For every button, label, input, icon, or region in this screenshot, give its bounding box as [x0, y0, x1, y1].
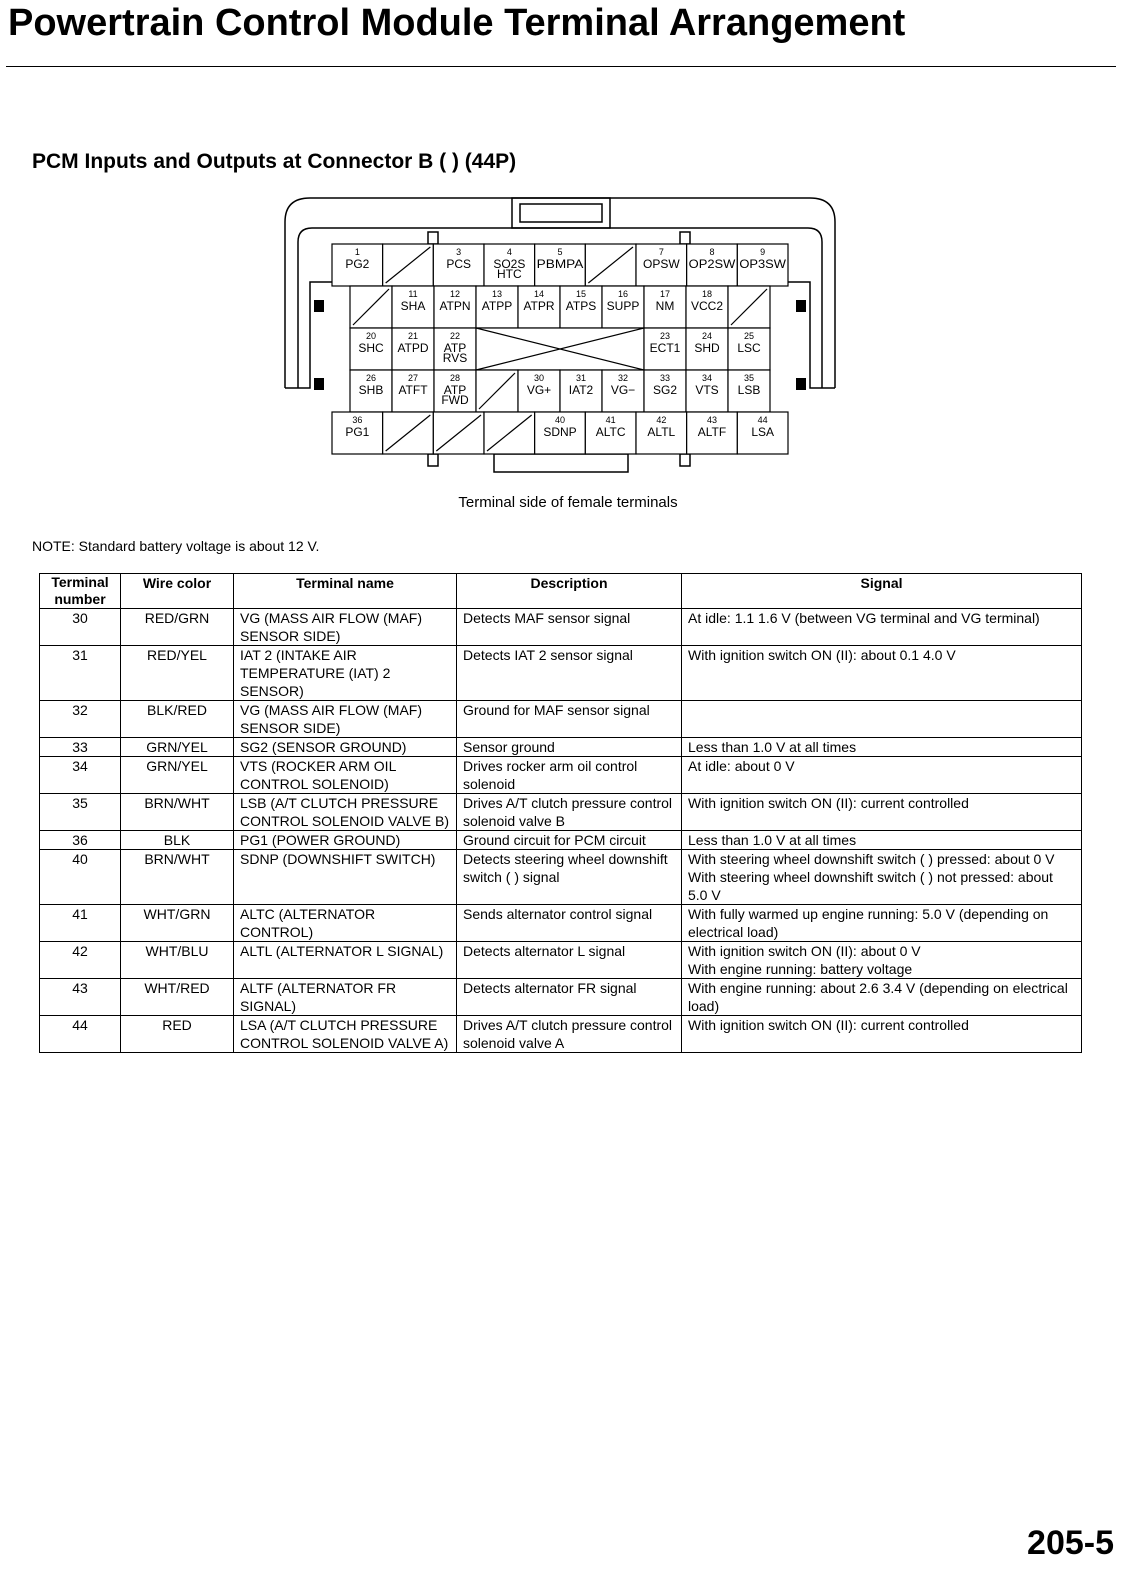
header-signal: Signal [682, 574, 1082, 609]
cell-description-text: Drives A/T clutch pressure control solenoid valve A [463, 1017, 673, 1051]
pin-number: 40 [554, 415, 566, 425]
pin-label: ATPD [397, 341, 429, 355]
connector-left-flange [285, 282, 332, 388]
cell-signal [682, 646, 1082, 701]
cell-terminal-number [40, 794, 121, 831]
cell-wire-color-text: BRN/WHT [144, 851, 210, 867]
section-title: PCM Inputs and Outputs at Connector B ( ) (44P) [32, 150, 517, 173]
cell-terminal-number-text: 35 [72, 795, 88, 811]
header-terminal-name: Terminal name [234, 574, 457, 609]
pin-label: LSA [751, 425, 775, 439]
cell-wire-color-text: BLK [163, 832, 191, 848]
connector-pins [332, 244, 788, 454]
pin-number: 26 [365, 373, 377, 383]
cell-description-text: Drives A/T clutch pressure control solenoid valve B [463, 795, 673, 829]
pin-number: 28 [449, 373, 461, 383]
terminal-table [39, 573, 1082, 1053]
cell-wire-color [121, 905, 234, 942]
cell-terminal-number-text: 34 [72, 758, 88, 774]
pin-label: NM [655, 299, 675, 313]
cell-terminal-number [40, 701, 121, 738]
table-row [40, 646, 1082, 701]
pin-label: VTS [695, 383, 719, 397]
cell-signal [682, 609, 1082, 646]
cell-description-text: Detects IAT 2 sensor signal [463, 647, 633, 663]
cell-description [457, 831, 682, 850]
pin-label: ATPN [439, 299, 471, 313]
cell-wire-color [121, 850, 234, 905]
cell-description-text: Detects alternator FR signal [463, 980, 637, 996]
table-row [40, 831, 1082, 850]
connector-lock-slot [520, 204, 602, 222]
cell-terminal-number [40, 757, 121, 794]
cell-terminal-number [40, 1016, 121, 1053]
pin-number: 22 [449, 331, 461, 341]
pin-number: 3 [456, 247, 462, 257]
pin-label: VG− [610, 383, 636, 397]
cell-terminal-name-text: LSB (A/T CLUTCH PRESSURE CONTROL SOLENOID VALVE B) [240, 795, 450, 829]
pin-label: LSB [737, 383, 761, 397]
cell-wire-color-text: RED/GRN [144, 610, 210, 626]
pin-label: OPSW [642, 257, 680, 271]
cell-description [457, 850, 682, 905]
pin-label: OP3SW [739, 257, 787, 271]
table-row [40, 609, 1082, 646]
cell-description-text: Detects steering wheel downshift switch ( ) signal [463, 851, 668, 885]
cell-description [457, 979, 682, 1016]
cell-terminal-number-text: 33 [72, 739, 88, 755]
cell-description [457, 609, 682, 646]
header-description: Description [457, 574, 682, 609]
table-row [40, 1016, 1082, 1053]
pin-label: VG+ [526, 383, 552, 397]
cell-description [457, 905, 682, 942]
pin-number: 11 [408, 289, 418, 299]
pin-label: SUPP [606, 299, 640, 313]
pin-number: 13 [491, 289, 503, 299]
cell-signal [682, 831, 1082, 850]
cell-signal-text: At idle: 1.1 1.6 V (between VG terminal and VG terminal) [688, 610, 1040, 626]
pin-label: ATPS [565, 299, 597, 313]
pin-number: 25 [743, 331, 755, 341]
pin-number: 18 [701, 289, 713, 299]
pin-number: 33 [659, 373, 671, 383]
cell-terminal-name [234, 850, 457, 905]
cell-signal-text: With ignition switch ON (II): about 0.1 4.0 V [688, 647, 956, 663]
cell-description-text: Sends alternator control signal [463, 906, 653, 922]
cell-terminal-name-text: VG (MASS AIR FLOW (MAF) SENSOR SIDE) [240, 702, 423, 736]
cell-terminal-name [234, 831, 457, 850]
cell-signal [682, 1016, 1082, 1053]
table-row [40, 701, 1082, 738]
pin-label: SO2S [493, 257, 526, 271]
cell-signal-text: With ignition switch ON (II): current controlled [688, 1017, 969, 1033]
cell-terminal-number [40, 831, 121, 850]
connector-lock-tab [512, 198, 610, 228]
connector-latch-left-top [314, 300, 324, 312]
cell-terminal-name [234, 701, 457, 738]
pin-label: ATFT [398, 383, 428, 397]
pin-label: PBMPA [536, 257, 584, 271]
pin-number: 31 [575, 373, 587, 383]
pin-label: OP2SW [688, 257, 737, 271]
pin-number: 27 [407, 373, 419, 383]
pin-number: 15 [575, 289, 587, 299]
cell-wire-color-text: BRN/WHT [144, 795, 210, 811]
cell-terminal-number-text: 36 [72, 832, 88, 848]
table-row [40, 757, 1082, 794]
cell-terminal-name [234, 979, 457, 1016]
connector-diagram [280, 192, 840, 474]
cell-signal-text: With engine running: about 2.6 3.4 V (depending on electrical load) [688, 980, 1068, 1014]
pin-label: LSC [737, 341, 761, 355]
connector-bottom-key-left [428, 454, 438, 466]
pin-label: ATP [443, 341, 467, 355]
pin-number: 5 [557, 247, 563, 257]
cell-signal-text: With steering wheel downshift switch ( ) pressed: about 0 V [688, 851, 1055, 867]
cell-terminal-name [234, 794, 457, 831]
cell-signal-text: With ignition switch ON (II): current controlled [688, 795, 969, 811]
table-row [40, 942, 1082, 979]
cell-terminal-name-text: ALTL (ALTERNATOR L SIGNAL) [240, 943, 444, 959]
cell-terminal-number-text: 40 [72, 851, 88, 867]
cell-signal-text: Less than 1.0 V at all times [688, 832, 857, 848]
cell-terminal-name [234, 942, 457, 979]
cell-description [457, 942, 682, 979]
cell-signal-text: With fully warmed up engine running: 5.0 V (depending on electrical load) [688, 906, 1049, 940]
pin-number: 7 [658, 247, 664, 257]
pin-label: RVS [442, 351, 468, 365]
cell-terminal-name [234, 905, 457, 942]
cell-terminal-number [40, 979, 121, 1016]
voltage-note: NOTE: Standard battery voltage is about 12 V. [32, 538, 320, 554]
pin-label: ALTC [595, 425, 626, 439]
connector-right-flange [788, 282, 835, 388]
cell-signal [682, 738, 1082, 757]
cell-wire-color [121, 701, 234, 738]
cell-wire-color [121, 1016, 234, 1053]
cell-signal [682, 701, 1082, 738]
cell-terminal-name-text: VTS (ROCKER ARM OIL CONTROL SOLENOID) [240, 758, 396, 792]
cell-terminal-name-text: PG1 (POWER GROUND) [240, 832, 401, 848]
pin-number: 23 [659, 331, 671, 341]
cell-description-text: Ground for MAF sensor signal [463, 702, 650, 718]
cell-signal-line2: With steering wheel downshift switch ( ) not pressed: about 5.0 V [688, 869, 1053, 903]
pin-number: 44 [757, 415, 768, 425]
pin-label: SDNP [543, 425, 577, 439]
connector-latch-right-top [796, 300, 806, 312]
pin-number: 12 [449, 289, 461, 299]
pin-label: IAT2 [568, 383, 594, 397]
header-terminal-number: Terminal number [40, 574, 121, 609]
cell-signal [682, 757, 1082, 794]
cell-terminal-number [40, 905, 121, 942]
cell-wire-color-text: RED/YEL [147, 647, 207, 663]
cell-wire-color-text: RED [162, 1017, 192, 1033]
pin-number: 36 [352, 415, 363, 425]
connector-top-key-right [680, 232, 690, 244]
cell-signal [682, 905, 1082, 942]
cell-signal-line2: With engine running: battery voltage [688, 961, 913, 977]
cell-terminal-name-text: ALTC (ALTERNATOR CONTROL) [240, 906, 376, 940]
table-row [40, 794, 1082, 831]
pin-label: SG2 [652, 383, 678, 397]
pin-number: 8 [709, 247, 715, 257]
pin-number: 17 [659, 289, 671, 299]
cell-terminal-number [40, 850, 121, 905]
table-row [40, 979, 1082, 1016]
pin-label: ATPP [481, 299, 513, 313]
cell-terminal-name [234, 609, 457, 646]
connector-latch-left-bottom [314, 378, 324, 390]
pin-label: FWD [441, 393, 469, 407]
table-row [40, 905, 1082, 942]
terminal-table-header [40, 574, 1082, 609]
cell-terminal-number [40, 609, 121, 646]
pin-number: 16 [617, 289, 629, 299]
page-number: 205-5 [1027, 1524, 1114, 1562]
pin-number: 42 [656, 415, 667, 425]
title-rule [6, 66, 1116, 67]
cell-terminal-name-text: LSA (A/T CLUTCH PRESSURE CONTROL SOLENOID VALVE A) [240, 1017, 449, 1051]
pin-label: ALTF [697, 425, 727, 439]
cell-terminal-number-text: 31 [72, 647, 88, 663]
cell-terminal-name [234, 738, 457, 757]
cell-terminal-number [40, 646, 121, 701]
cell-wire-color-text: GRN/YEL [146, 739, 208, 755]
pin-number: 41 [605, 415, 616, 425]
pin-label: VCC2 [690, 299, 724, 313]
cell-wire-color [121, 942, 234, 979]
pin-label: ECT1 [649, 341, 681, 355]
pin-number: 4 [506, 247, 512, 257]
table-row [40, 738, 1082, 757]
cell-terminal-number-text: 44 [72, 1017, 88, 1033]
pin-number: 24 [701, 331, 713, 341]
cell-terminal-name-text: ALTF (ALTERNATOR FR SIGNAL) [240, 980, 397, 1014]
pin-label: PCS [446, 257, 472, 271]
cell-signal [682, 979, 1082, 1016]
pin-number: 30 [533, 373, 545, 383]
cell-terminal-name-text: VG (MASS AIR FLOW (MAF) SENSOR SIDE) [240, 610, 423, 644]
cell-description [457, 794, 682, 831]
cell-signal [682, 794, 1082, 831]
pin-label: ATP [443, 383, 467, 397]
pin-label: HTC [496, 267, 522, 281]
cell-terminal-name-text: SG2 (SENSOR GROUND) [240, 739, 407, 755]
cell-description [457, 1016, 682, 1053]
pin-number: 9 [760, 247, 766, 257]
cell-wire-color-text: WHT/BLU [145, 943, 209, 959]
cell-terminal-number-text: 32 [72, 702, 88, 718]
pin-number: 21 [407, 331, 419, 341]
cell-description-text: Detects MAF sensor signal [463, 610, 631, 626]
connector-bottom-tab [494, 454, 628, 472]
pin-label: SHD [694, 341, 720, 355]
pin-label: ATPR [523, 299, 555, 313]
table-row [40, 850, 1082, 905]
cell-signal [682, 850, 1082, 905]
connector-top-key-left [428, 232, 438, 244]
pin-label: ALTL [647, 425, 676, 439]
cell-signal-text: At idle: about 0 V [688, 758, 795, 774]
cell-description-text: Detects alternator L signal [463, 943, 626, 959]
connector-latch-right-bottom [796, 378, 806, 390]
cell-wire-color [121, 794, 234, 831]
cell-wire-color [121, 609, 234, 646]
connector-caption: Terminal side of female terminals [458, 494, 678, 511]
cell-terminal-name-text: SDNP (DOWNSHIFT SWITCH) [240, 851, 436, 867]
cell-terminal-number [40, 738, 121, 757]
pin-label: SHA [400, 299, 426, 313]
pin-label: SHC [358, 341, 384, 355]
cell-description-text: Ground circuit for PCM circuit [463, 832, 646, 848]
cell-terminal-number-text: 30 [72, 610, 88, 626]
cell-terminal-name [234, 1016, 457, 1053]
cell-wire-color-text: GRN/YEL [146, 758, 208, 774]
pin-label: SHB [358, 383, 384, 397]
header-wire-color: Wire color [121, 574, 234, 609]
cell-description-text: Drives rocker arm oil control solenoid [463, 758, 638, 792]
cell-terminal-number-text: 42 [72, 943, 88, 959]
cell-terminal-name [234, 646, 457, 701]
cell-wire-color-text: BLK/RED [147, 702, 207, 718]
cell-wire-color [121, 646, 234, 701]
page-title: Powertrain Control Module Terminal Arrangement [8, 2, 906, 44]
pin-number: 14 [533, 289, 545, 299]
cell-description-text: Sensor ground [463, 739, 555, 755]
cell-wire-color [121, 738, 234, 757]
cell-terminal-number-text: 41 [72, 906, 88, 922]
pin-number: 32 [617, 373, 629, 383]
cell-wire-color-text: WHT/GRN [143, 906, 211, 922]
pin-number: 34 [701, 373, 713, 383]
pin-number: 1 [354, 247, 360, 257]
pin-label: PG2 [345, 257, 370, 271]
cell-signal-text: With ignition switch ON (II): about 0 V [688, 943, 921, 959]
cell-terminal-name-text: IAT 2 (INTAKE AIR TEMPERATURE (IAT) 2 SENSOR) [240, 647, 391, 699]
cell-description [457, 738, 682, 757]
pin-number: 20 [365, 331, 377, 341]
cell-description [457, 757, 682, 794]
cell-terminal-name [234, 757, 457, 794]
cell-wire-color [121, 757, 234, 794]
cell-description [457, 701, 682, 738]
cell-wire-color [121, 979, 234, 1016]
pin-label: PG1 [345, 425, 370, 439]
pin-number: 43 [706, 415, 718, 425]
cell-signal [682, 942, 1082, 979]
cell-wire-color [121, 831, 234, 850]
pin-number: 35 [743, 373, 755, 383]
cell-terminal-number-text: 43 [72, 980, 88, 996]
cell-signal-text: Less than 1.0 V at all times [688, 739, 857, 755]
cell-terminal-number [40, 942, 121, 979]
connector-bottom-key-right [680, 454, 690, 466]
cell-description [457, 646, 682, 701]
cell-wire-color-text: WHT/RED [144, 980, 210, 996]
